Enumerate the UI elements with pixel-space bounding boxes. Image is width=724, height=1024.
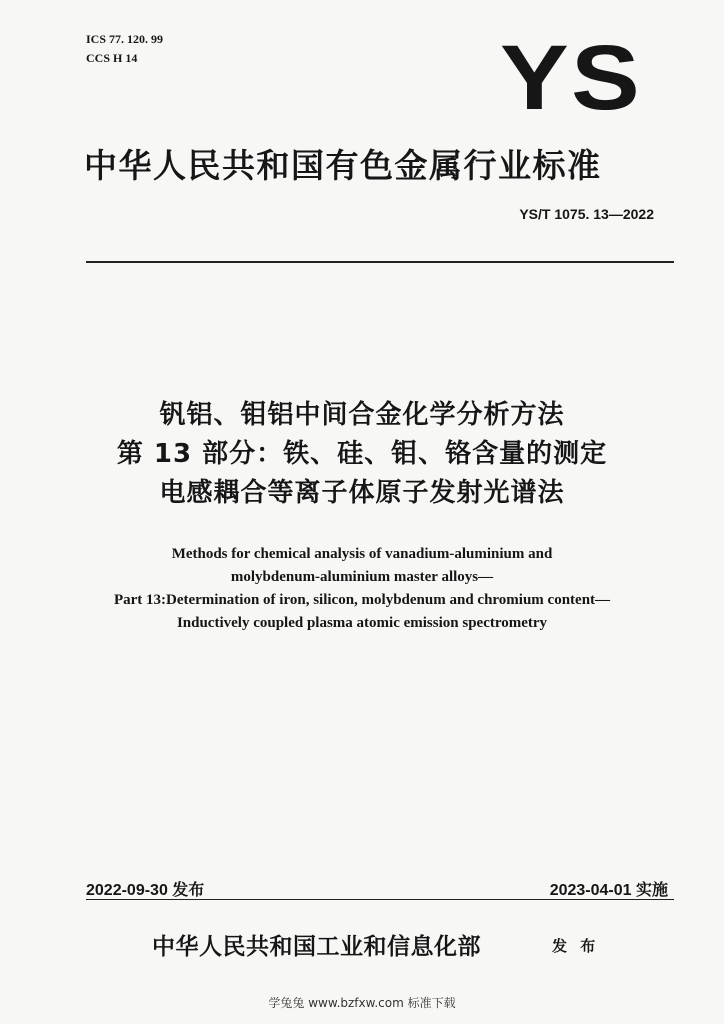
cn-title-line-1: 钒铝、钼铝中间合金化学分析方法: [159, 400, 565, 430]
cn-title-line-2: 第 13 部分：铁、硅、钼、铬含量的测定: [116, 439, 608, 469]
en-title-line-4: Inductively coupled plasma atomic emission spectrometry: [176, 615, 548, 631]
ics-code: ICS 77. 120. 99: [86, 32, 164, 46]
cn-title-line-3: 电感耦合等离子体原子发射光谱法: [159, 478, 565, 508]
standard-number: YS/T 1075. 13—2022: [519, 206, 654, 222]
english-title: [0, 543, 724, 635]
issuing-authority: 中华人民共和国工业和信息化部: [152, 933, 481, 960]
footer-divider: [86, 899, 674, 900]
en-title-line-2: molybdenum-aluminium master alloys—: [230, 569, 494, 585]
ccs-code: CCS H 14: [86, 51, 138, 65]
en-title-line-3: Part 13:Determination of iron, silicon, molybdenum and chromium content—: [113, 592, 611, 608]
chinese-title: [0, 396, 724, 513]
ys-logo: YS: [500, 27, 642, 129]
download-watermark: 学兔兔 www.bzfxw.com 标准下载: [268, 996, 456, 1010]
issue-label: 发 布: [552, 937, 600, 955]
header-divider: [86, 261, 674, 263]
classification-codes: [86, 30, 163, 68]
issue-date: 2022-09-30 发布: [86, 882, 205, 899]
en-title-line-1: Methods for chemical analysis of vanadium-aluminium and: [171, 546, 553, 562]
standard-category-title: 中华人民共和国有色金属行业标准: [84, 146, 602, 185]
implementation-date: 2023-04-01 实施: [549, 882, 668, 899]
